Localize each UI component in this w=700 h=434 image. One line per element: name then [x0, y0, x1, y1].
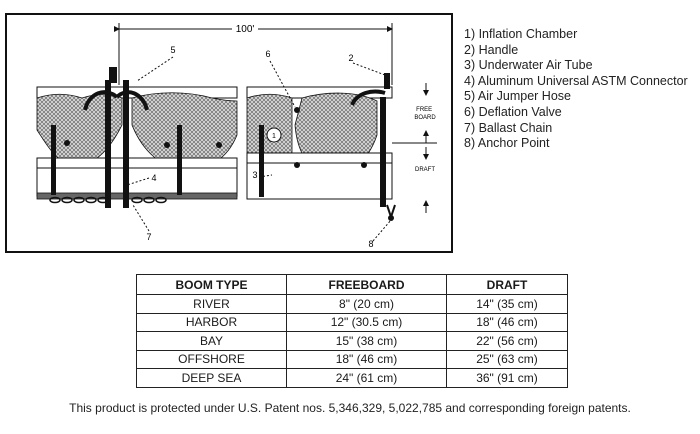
boom-type-cell: DEEP SEA [137, 369, 287, 388]
boom-diagram-illustration [7, 15, 451, 251]
callout-5: 5 [170, 45, 176, 55]
callout-3: 3 [252, 170, 258, 180]
legend-item: 6) Deflation Valve [464, 104, 562, 119]
draft-cell: 22" (56 cm) [447, 332, 568, 351]
freeboard-cell: 18" (46 cm) [287, 350, 447, 369]
boom-type-cell: RIVER [137, 295, 287, 314]
legend-item: 2) Handle [464, 42, 519, 57]
freeboard-cell: 8" (20 cm) [287, 295, 447, 314]
boom-type-cell: HARBOR [137, 313, 287, 332]
boom-type-cell: BAY [137, 332, 287, 351]
callout-8: 8 [368, 239, 374, 249]
left-boom-section [37, 80, 237, 208]
legend-item: 4) Aluminum Universal ASTM Connector [464, 73, 688, 88]
draft-cell: 18" (46 cm) [447, 313, 568, 332]
table-row [137, 369, 568, 388]
draft-cell: 25" (63 cm) [447, 350, 568, 369]
callout-7: 7 [146, 232, 152, 242]
anchor-point [387, 205, 395, 221]
dimension-label: 100' [235, 24, 255, 35]
freeboard-draft-indicator [392, 83, 437, 213]
legend-item: 8) Anchor Point [464, 136, 550, 151]
legend-item: 7) Ballast Chain [464, 120, 553, 135]
boom-spec-table [136, 274, 568, 388]
table-row [137, 332, 568, 351]
legend-item: 3) Underwater Air Tube [464, 58, 593, 73]
table-header-row [137, 275, 568, 295]
draft-cell: 36" (91 cm) [447, 369, 568, 388]
header-draft: DRAFT [447, 275, 568, 295]
ballast-chain [50, 198, 166, 203]
freeboard-cell: 24" (61 cm) [287, 369, 447, 388]
draft-cell: 14" (35 cm) [447, 295, 568, 314]
boom-type-cell: OFFSHORE [137, 350, 287, 369]
table-row [137, 313, 568, 332]
component-legend [464, 27, 688, 152]
freeboard-cell: 12" (30.5 cm) [287, 313, 447, 332]
callout-4: 4 [151, 173, 157, 183]
legend-item: 5) Air Jumper Hose [464, 89, 571, 104]
table-row [137, 295, 568, 314]
callout-2: 2 [348, 53, 354, 63]
legend-item: 1) Inflation Chamber [464, 27, 578, 41]
draft-label: DRAFT [415, 167, 435, 173]
callout-1: 1 [272, 133, 276, 140]
patent-notice: This product is protected under U.S. Patent nos. 5,346,329, 5,022,785 and corresponding foreign patents. [69, 401, 631, 415]
freeboard-label: FREE BOARD [414, 107, 436, 121]
table-row [137, 350, 568, 369]
header-freeboard: FREEBOARD [287, 275, 447, 295]
header-boom-type: BOOM TYPE [137, 275, 287, 295]
boom-diagram [5, 13, 453, 253]
callout-6: 6 [265, 49, 271, 59]
freeboard-cell: 15" (38 cm) [287, 332, 447, 351]
